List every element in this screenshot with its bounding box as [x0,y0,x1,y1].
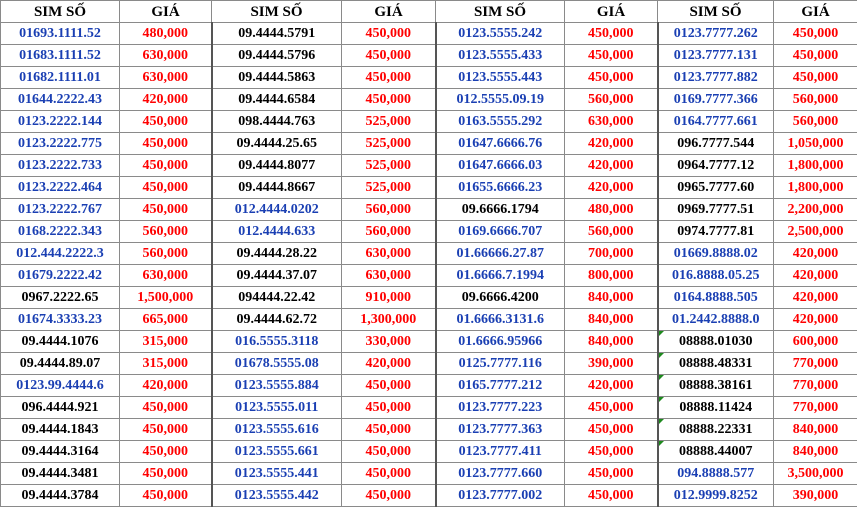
table-row [1,441,857,463]
price-cell: 480,000 [120,23,212,45]
price-cell: 450,000 [342,45,436,67]
sim-number-cell: 01669.8888.02 [658,243,774,265]
table-row [1,199,857,221]
sim-number-cell: 0123.2222.775 [1,133,120,155]
price-cell: 450,000 [565,397,658,419]
sim-number-cell: 0967.2222.65 [1,287,120,309]
price-cell: 450,000 [120,111,212,133]
price-cell: 450,000 [120,441,212,463]
price-cell: 450,000 [120,419,212,441]
sim-number-cell: 094444.22.42 [212,287,342,309]
sim-number-cell: 094.8888.577 [658,463,774,485]
sim-number-cell: 01693.1111.52 [1,23,120,45]
sim-number-cell: 09.6666.4200 [436,287,565,309]
price-cell: 450,000 [342,463,436,485]
sim-number-cell: 09.4444.3164 [1,441,120,463]
table-row [1,221,857,243]
price-cell: 420,000 [120,89,212,111]
price-cell: 450,000 [565,419,658,441]
table-row [1,133,857,155]
price-cell: 450,000 [120,397,212,419]
price-cell: 450,000 [120,463,212,485]
sim-number-cell: 098.4444.763 [212,111,342,133]
sim-number-cell: 01.6666.3131.6 [436,309,565,331]
sim-number-cell: 0974.7777.81 [658,221,774,243]
sim-number-cell: 09.4444.5796 [212,45,342,67]
price-cell: 420,000 [774,287,857,309]
sim-number-cell: 0123.7777.660 [436,463,565,485]
sim-number-cell: 012.5555.09.19 [436,89,565,111]
sim-number-cell: 08888.22331 [658,419,774,441]
price-cell: 840,000 [565,331,658,353]
table-row [1,309,857,331]
sim-number-cell: 09.4444.3481 [1,463,120,485]
price-cell: 2,200,000 [774,199,857,221]
sim-number-cell: 09.4444.25.65 [212,133,342,155]
price-cell: 630,000 [565,111,658,133]
sim-number-cell: 012.444.2222.3 [1,243,120,265]
price-cell: 450,000 [120,133,212,155]
price-cell: 450,000 [342,441,436,463]
table-body [1,23,857,507]
sim-number-cell: 0123.5555.441 [212,463,342,485]
price-cell: 315,000 [120,331,212,353]
sim-number-cell: 09.4444.3784 [1,485,120,507]
sim-number-cell: 01683.1111.52 [1,45,120,67]
price-cell: 525,000 [342,133,436,155]
price-cell: 700,000 [565,243,658,265]
sim-number-cell: 08888.11424 [658,397,774,419]
price-cell: 450,000 [565,67,658,89]
table-row [1,23,857,45]
header-sim: SIM SỐ [436,1,565,23]
sim-number-cell: 0123.5555.433 [436,45,565,67]
price-cell: 450,000 [774,45,857,67]
sim-number-cell: 0123.5555.616 [212,419,342,441]
price-cell: 800,000 [565,265,658,287]
price-cell: 770,000 [774,397,857,419]
price-cell: 630,000 [120,45,212,67]
price-cell: 3,500,000 [774,463,857,485]
price-cell: 420,000 [565,177,658,199]
sim-number-cell: 09.4444.5863 [212,67,342,89]
sim-number-cell: 012.9999.8252 [658,485,774,507]
price-cell: 840,000 [774,441,857,463]
price-cell: 450,000 [565,23,658,45]
sim-number-cell: 0169.7777.366 [658,89,774,111]
price-cell: 630,000 [120,67,212,89]
sim-number-cell: 0123.5555.242 [436,23,565,45]
sim-number-cell: 0123.2222.464 [1,177,120,199]
price-cell: 450,000 [342,397,436,419]
sim-number-cell: 0123.7777.002 [436,485,565,507]
price-cell: 1,800,000 [774,155,857,177]
price-cell: 480,000 [565,199,658,221]
price-cell: 450,000 [565,45,658,67]
sim-number-cell: 0123.99.4444.6 [1,375,120,397]
sim-number-cell: 09.4444.1843 [1,419,120,441]
price-cell: 450,000 [774,67,857,89]
price-cell: 450,000 [342,375,436,397]
price-cell: 420,000 [565,375,658,397]
header-sim: SIM SỐ [212,1,342,23]
sim-number-cell: 08888.48331 [658,353,774,375]
sim-number-cell: 01679.2222.42 [1,265,120,287]
price-cell: 630,000 [342,265,436,287]
price-cell: 450,000 [120,485,212,507]
price-cell: 560,000 [342,199,436,221]
sim-number-cell: 0123.7777.411 [436,441,565,463]
table-row [1,375,857,397]
table-row [1,67,857,89]
price-cell: 420,000 [774,265,857,287]
table-row [1,419,857,441]
sim-number-cell: 0123.2222.144 [1,111,120,133]
sim-number-cell: 01682.1111.01 [1,67,120,89]
price-cell: 560,000 [565,89,658,111]
sim-number-cell: 01678.5555.08 [212,353,342,375]
price-cell: 560,000 [565,221,658,243]
sim-number-cell: 0123.5555.443 [436,67,565,89]
sim-number-cell: 0123.7777.223 [436,397,565,419]
sim-number-cell: 0168.2222.343 [1,221,120,243]
sim-number-cell: 0125.7777.116 [436,353,565,375]
price-cell: 665,000 [120,309,212,331]
price-cell: 420,000 [565,133,658,155]
price-cell: 420,000 [774,243,857,265]
price-cell: 600,000 [774,331,857,353]
table-row [1,287,857,309]
price-cell: 420,000 [565,155,658,177]
table-row [1,45,857,67]
sim-number-cell: 0964.7777.12 [658,155,774,177]
header-price: GIÁ [565,1,658,23]
header-price: GIÁ [774,1,857,23]
price-cell: 450,000 [565,485,658,507]
price-cell: 1,050,000 [774,133,857,155]
header-price: GIÁ [342,1,436,23]
price-cell: 2,500,000 [774,221,857,243]
price-cell: 560,000 [774,111,857,133]
table-row [1,331,857,353]
sim-number-cell: 09.4444.1076 [1,331,120,353]
table-row [1,155,857,177]
sim-number-cell: 0123.5555.884 [212,375,342,397]
sim-number-cell: 09.4444.62.72 [212,309,342,331]
price-cell: 1,800,000 [774,177,857,199]
sim-number-cell: 08888.01030 [658,331,774,353]
price-cell: 450,000 [342,23,436,45]
sim-number-cell: 012.4444.633 [212,221,342,243]
sim-number-cell: 09.6666.1794 [436,199,565,221]
sim-number-cell: 016.5555.3118 [212,331,342,353]
table-row [1,397,857,419]
sim-number-cell: 09.4444.5791 [212,23,342,45]
price-cell: 450,000 [565,441,658,463]
sim-number-cell: 09.4444.89.07 [1,353,120,375]
header-price: GIÁ [120,1,212,23]
table-row [1,89,857,111]
sim-number-cell: 0965.7777.60 [658,177,774,199]
sim-number-cell: 09.4444.28.22 [212,243,342,265]
table-row [1,177,857,199]
price-cell: 450,000 [342,89,436,111]
header-sim: SIM SỐ [1,1,120,23]
sim-number-cell: 096.7777.544 [658,133,774,155]
table-row [1,463,857,485]
sim-number-cell: 01674.3333.23 [1,309,120,331]
price-cell: 840,000 [565,309,658,331]
sim-number-cell: 09.4444.6584 [212,89,342,111]
price-cell: 450,000 [342,67,436,89]
price-cell: 840,000 [565,287,658,309]
sim-number-cell: 0123.2222.767 [1,199,120,221]
sim-number-cell: 016.8888.05.25 [658,265,774,287]
table-row [1,243,857,265]
price-cell: 450,000 [120,155,212,177]
price-cell: 450,000 [342,485,436,507]
price-cell: 450,000 [120,177,212,199]
price-cell: 450,000 [565,463,658,485]
sim-number-cell: 0123.5555.442 [212,485,342,507]
price-cell: 770,000 [774,353,857,375]
price-cell: 525,000 [342,155,436,177]
price-cell: 330,000 [342,331,436,353]
header-sim: SIM SỐ [658,1,774,23]
sim-number-cell: 01647.6666.03 [436,155,565,177]
sim-number-cell: 09.4444.37.07 [212,265,342,287]
sim-number-cell: 08888.38161 [658,375,774,397]
price-cell: 450,000 [774,23,857,45]
sim-number-cell: 01644.2222.43 [1,89,120,111]
sim-number-cell: 01.66666.27.87 [436,243,565,265]
price-cell: 560,000 [120,243,212,265]
sim-number-cell: 0123.5555.661 [212,441,342,463]
price-cell: 525,000 [342,177,436,199]
price-cell: 910,000 [342,287,436,309]
sim-number-cell: 0123.7777.882 [658,67,774,89]
sim-number-cell: 08888.44007 [658,441,774,463]
price-cell: 390,000 [565,353,658,375]
sim-number-cell: 0164.8888.505 [658,287,774,309]
sim-number-cell: 0123.7777.262 [658,23,774,45]
sim-number-cell: 0163.5555.292 [436,111,565,133]
price-cell: 560,000 [342,221,436,243]
price-cell: 1,500,000 [120,287,212,309]
price-cell: 770,000 [774,375,857,397]
price-cell: 420,000 [120,375,212,397]
sim-number-cell: 0123.2222.733 [1,155,120,177]
sim-number-cell: 01647.6666.76 [436,133,565,155]
sim-number-cell: 0164.7777.661 [658,111,774,133]
sim-number-cell: 09.4444.8667 [212,177,342,199]
sim-number-cell: 01.6666.7.1994 [436,265,565,287]
price-cell: 560,000 [120,221,212,243]
price-cell: 1,300,000 [342,309,436,331]
price-cell: 450,000 [342,419,436,441]
price-cell: 560,000 [774,89,857,111]
sim-number-cell: 096.4444.921 [1,397,120,419]
price-cell: 840,000 [774,419,857,441]
sim-number-cell: 01655.6666.23 [436,177,565,199]
sim-number-cell: 012.4444.0202 [212,199,342,221]
price-cell: 390,000 [774,485,857,507]
price-cell: 450,000 [120,199,212,221]
price-cell: 420,000 [342,353,436,375]
sim-number-cell: 01.2442.8888.0 [658,309,774,331]
price-cell: 315,000 [120,353,212,375]
price-cell: 630,000 [342,243,436,265]
sim-number-cell: 0969.7777.51 [658,199,774,221]
header-row [1,1,857,23]
sim-number-cell: 0123.5555.011 [212,397,342,419]
sim-number-cell: 0123.7777.363 [436,419,565,441]
table-row [1,353,857,375]
price-cell: 630,000 [120,265,212,287]
sim-number-cell: 0169.6666.707 [436,221,565,243]
sim-number-cell: 01.6666.95966 [436,331,565,353]
table-row [1,485,857,507]
sim-number-cell: 0123.7777.131 [658,45,774,67]
price-cell: 420,000 [774,309,857,331]
sim-number-cell: 09.4444.8077 [212,155,342,177]
table-row [1,111,857,133]
price-cell: 525,000 [342,111,436,133]
sim-number-cell: 0165.7777.212 [436,375,565,397]
table-row [1,265,857,287]
